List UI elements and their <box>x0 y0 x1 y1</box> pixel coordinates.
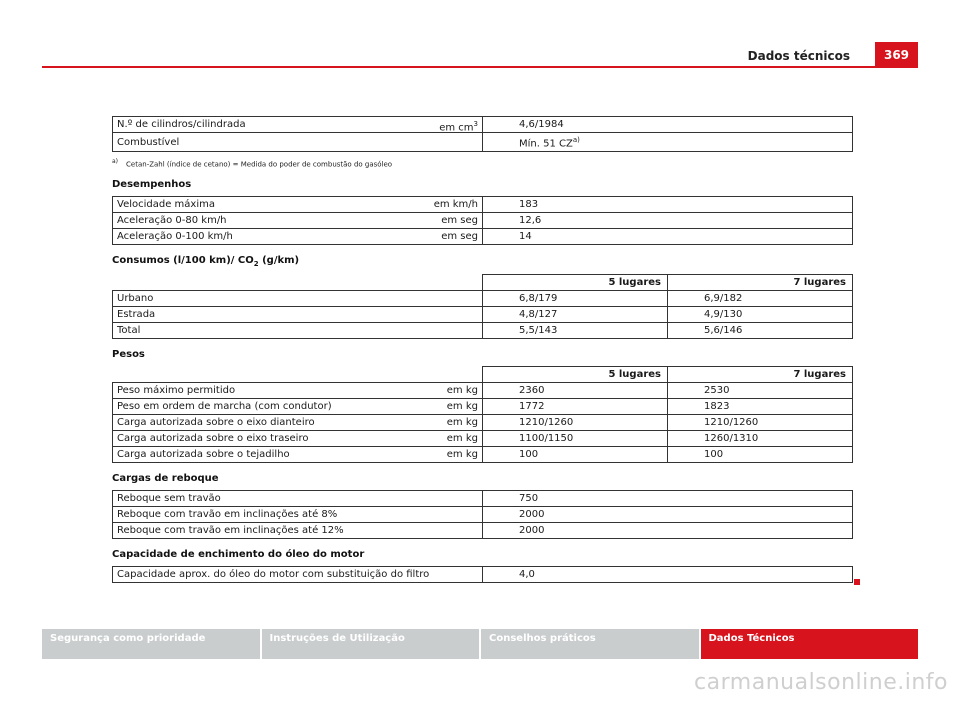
row-value: 100 <box>483 446 668 462</box>
table-row <box>113 382 853 398</box>
row-label: Peso máximo permitido <box>113 382 413 398</box>
row-value: 1210/1260 <box>483 414 668 430</box>
table-row <box>113 398 853 414</box>
row-value: 750 <box>483 490 853 506</box>
footnote: $^{a)}$ Cetan-Zahl (índice de cetano) = Medida do poder de combustão do gasóleo <box>112 158 393 169</box>
row-unit: em kg <box>413 430 483 446</box>
table-row <box>113 506 853 522</box>
towing-table <box>112 490 853 539</box>
section-title-oil: Capacidade de enchimento do óleo do motor <box>112 548 365 560</box>
row-unit: em kg <box>413 398 483 414</box>
table-row <box>113 133 853 152</box>
header-blank <box>113 366 483 382</box>
performance-table <box>112 196 853 245</box>
row-label: Peso em ordem de marcha (com condutor) <box>113 398 413 414</box>
row-label: Aceleração 0-80 km/h <box>113 212 413 228</box>
weights-table <box>112 366 853 463</box>
section-title-weights: Pesos <box>112 348 145 360</box>
row-label: Carga autorizada sobre o eixo dianteiro <box>113 414 413 430</box>
table-row <box>113 322 853 338</box>
section-end-marker <box>854 579 860 585</box>
consumption-table <box>112 274 853 339</box>
row-value: 4,0 <box>483 566 853 582</box>
section-title-consumption: Consumos (l/100 km)/ $CO_2$ (g/km) <box>112 254 300 268</box>
table-row <box>113 306 853 322</box>
row-label: Reboque com travão em inclinações até 12% <box>113 522 483 538</box>
row-label: Carga autorizada sobre o eixo traseiro <box>113 430 413 446</box>
row-unit: em seg <box>413 228 483 244</box>
column-header: 5 lugares <box>483 366 668 382</box>
watermark: carmanualsonline.info <box>694 670 948 695</box>
row-value: 1772 <box>483 398 668 414</box>
row-value: Mín. 51 CZ$^{a)}$ <box>483 133 853 152</box>
row-unit: em kg <box>413 414 483 430</box>
table-header-row <box>113 366 853 382</box>
row-label-text: N.º de cilindros/cilindrada <box>117 119 246 130</box>
row-value: 6,8/179 <box>483 290 668 306</box>
table-row <box>113 117 853 133</box>
row-unit: em kg <box>413 446 483 462</box>
row-value: 100 <box>668 446 853 462</box>
row-value: 1260/1310 <box>668 430 853 446</box>
section-title-towing: Cargas de reboque <box>112 472 219 484</box>
row-label: Estrada <box>113 306 483 322</box>
row-value: 5,5/143 <box>483 322 668 338</box>
row-unit: em seg <box>413 212 483 228</box>
footer-tab-instructions[interactable]: Instruções de Utilização <box>262 629 480 659</box>
table-row <box>113 212 853 228</box>
table-row <box>113 446 853 462</box>
row-value: 1100/1150 <box>483 430 668 446</box>
row-value: 5,6/146 <box>668 322 853 338</box>
footer-tab-technical-data[interactable]: Dados Técnicos <box>701 629 919 659</box>
table-row <box>113 522 853 538</box>
row-value: 2000 <box>483 522 853 538</box>
row-label: Combustível <box>113 133 483 152</box>
page-number: 369 <box>875 42 918 67</box>
row-unit: em kg <box>413 382 483 398</box>
table-row <box>113 490 853 506</box>
oil-table <box>112 566 853 583</box>
row-label: Velocidade máxima <box>113 196 413 212</box>
section-title-performance: Desempenhos <box>112 178 192 190</box>
row-value: 1210/1260 <box>668 414 853 430</box>
header-divider <box>42 66 918 68</box>
spec-content <box>112 116 852 583</box>
row-value: 4,6/1984 <box>483 117 853 133</box>
footer-tab-safety[interactable]: Segurança como prioridade <box>42 629 260 659</box>
row-unit: em $cm^3$ <box>439 120 478 133</box>
engine-table <box>112 116 853 152</box>
footer-nav <box>42 629 918 659</box>
row-value: 4,8/127 <box>483 306 668 322</box>
table-row <box>113 430 853 446</box>
column-header: 7 lugares <box>668 274 853 290</box>
row-label: Carga autorizada sobre o tejadilho <box>113 446 413 462</box>
row-value: 183 <box>483 196 853 212</box>
row-value: 14 <box>483 228 853 244</box>
table-row <box>113 196 853 212</box>
row-value: 2000 <box>483 506 853 522</box>
row-label: Reboque sem travão <box>113 490 483 506</box>
row-label: Aceleração 0-100 km/h <box>113 228 413 244</box>
table-row <box>113 414 853 430</box>
row-label: Capacidade aprox. do óleo do motor com substituição do filtro <box>113 566 483 582</box>
row-value: 2530 <box>668 382 853 398</box>
row-label: Reboque com travão em inclinações até 8% <box>113 506 483 522</box>
table-row <box>113 290 853 306</box>
column-header: 5 lugares <box>483 274 668 290</box>
row-value: 12,6 <box>483 212 853 228</box>
row-unit: em km/h <box>413 196 483 212</box>
row-label: Urbano <box>113 290 483 306</box>
table-header-row <box>113 274 853 290</box>
column-header: 7 lugares <box>668 366 853 382</box>
row-label: Total <box>113 322 483 338</box>
footer-tab-tips[interactable]: Conselhos práticos <box>481 629 699 659</box>
row-value: 6,9/182 <box>668 290 853 306</box>
row-value: 4,9/130 <box>668 306 853 322</box>
table-row <box>113 566 853 582</box>
row-label <box>113 117 483 133</box>
page-title: Dados técnicos <box>747 49 850 63</box>
row-value: 1823 <box>668 398 853 414</box>
header-blank <box>113 274 483 290</box>
row-value: 2360 <box>483 382 668 398</box>
table-row <box>113 228 853 244</box>
